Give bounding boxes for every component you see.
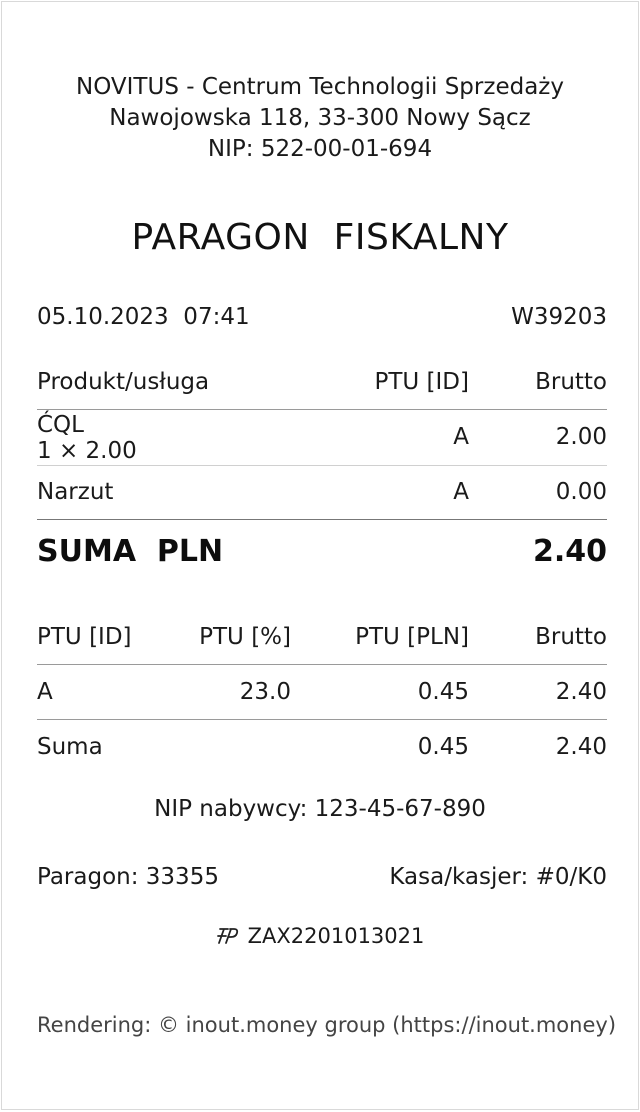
seller-name: NOVITUS - Centrum Technologii Sprzedaży xyxy=(76,74,564,100)
item-name: Narzut xyxy=(37,479,114,505)
divider xyxy=(37,519,607,520)
col-header-brutto: Brutto xyxy=(535,369,607,395)
seller-address: Nawojowska 118, 33-300 Nowy Sącz xyxy=(109,105,531,131)
total-value: 2.40 xyxy=(532,534,607,569)
tax-sum-label: Suma xyxy=(37,734,103,760)
tax-amount: 0.45 xyxy=(417,679,469,705)
col-header-ptu-pln: PTU [PLN] xyxy=(355,624,469,650)
col-header-ptu-percent: PTU [%] xyxy=(199,624,291,650)
fiscal-code-line xyxy=(2,924,638,950)
tax-id: A xyxy=(37,679,53,705)
divider xyxy=(37,664,607,665)
item-brutto: 0.00 xyxy=(555,479,607,505)
rendering-footer: Rendering: © inout.money group (https://inout.money) xyxy=(37,1013,617,1037)
item-name: ĆQL xyxy=(37,412,84,438)
fiscal-code: ZAX2201013021 xyxy=(247,924,425,948)
receipt-title: PARAGON FISKALNY xyxy=(131,217,509,258)
register-cashier: Kasa/kasjer: #0/K0 xyxy=(389,864,607,890)
total-label: SUMA PLN xyxy=(37,534,224,569)
col-header-ptu-id: PTU [ID] xyxy=(374,369,469,395)
tax-sum-amount: 0.45 xyxy=(417,734,469,760)
col-header-product: Produkt/usługa xyxy=(37,369,210,395)
item-row: ĆQL 1 × 2.00 A 2.00 xyxy=(37,412,607,464)
tax-sum-brutto: 2.40 xyxy=(555,734,607,760)
receipt-datetime: 05.10.2023 07:41 xyxy=(37,304,250,330)
item-quantity: 1 × 2.00 xyxy=(37,438,137,464)
tax-percent: 23.0 xyxy=(239,679,291,705)
divider xyxy=(37,719,607,720)
seller-header xyxy=(2,72,638,165)
divider xyxy=(37,465,607,466)
col-header-ptu-id: PTU [ID] xyxy=(37,624,132,650)
buyer-nip: NIP nabywcy: 123-45-67-890 xyxy=(154,796,486,822)
fiscal-receipt: NOVITUS - Centrum Technologii Sprzedaży Nawojowska 118, 33-300 Nowy Sącz NIP: 522-00-01-694 PARAGON FISKALNY 05.10.2023 07:41 W39203 Produkt/usługa PTU [ID] Brutto ĆQL 1 × 2.00 A 2.00 Narzut A 0.00 SUMA PLN 2.40 PTU [ID] PTU [%] PTU [PLN] Brutto A 23.0 0.45 2.40 Suma 0.45 2.40 NIP nabywcy: 123-45-67-890 Paragon: 33355 Kasa/kasjer: #0/K0 ZAX2201013021 Rendering: © inout.money group (https://inout.money) xyxy=(1,1,639,1110)
receipt-print-number: W39203 xyxy=(511,304,607,330)
seller-nip: NIP: 522-00-01-694 xyxy=(207,136,433,162)
item-brutto: 2.00 xyxy=(555,424,607,450)
receipt-number: Paragon: 33355 xyxy=(37,864,219,890)
fiscal-logo-icon xyxy=(216,926,240,950)
col-header-brutto: Brutto xyxy=(535,624,607,650)
tax-brutto: 2.40 xyxy=(555,679,607,705)
